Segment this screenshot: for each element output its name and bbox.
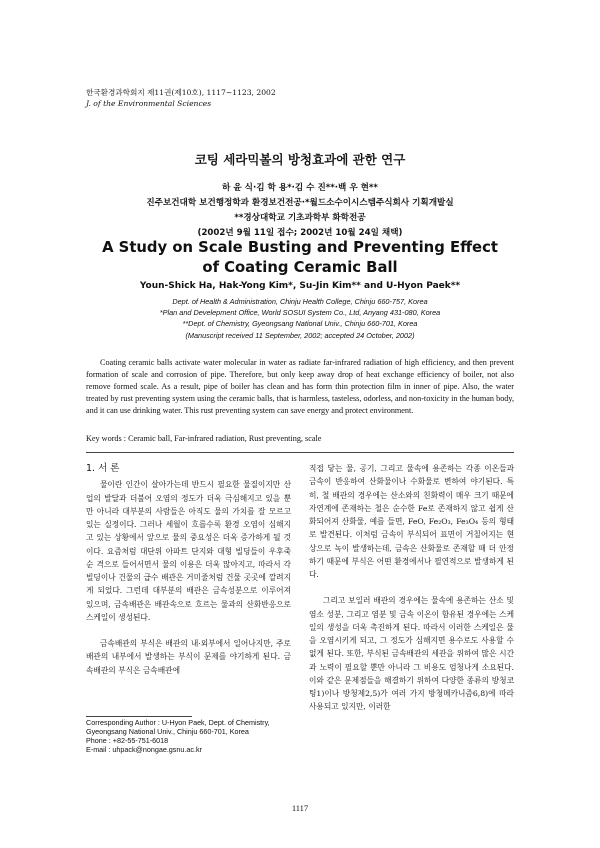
english-title [0, 238, 600, 278]
korean-authors: 하 윤 식·김 학 용*·김 수 진**·백 우 현** [222, 183, 378, 193]
korean-title: 코팅 세라믹볼의 방청효과에 관한 연구 [194, 152, 406, 167]
journal-citation-kr: 한국환경과학회지 제11권(제10호), 1117~1123, 2002 [86, 88, 276, 97]
english-affiliations [0, 296, 600, 341]
paragraph: 금속배관의 부식은 배관의 내·외부에서 일어나지만, 주로 배관의 내부에서 발생하는 부식이 문제를 야기하게 된다. 금속배관의 부식은 금속배관에 [86, 639, 291, 675]
english-affiliation-1: Dept. of Health & Administration, Chinju Health College, Chinju 660-757, Korea [172, 297, 428, 306]
footnote-email: E-mail : uhpack@nongae.gsnu.ac.kr [86, 744, 202, 754]
page-number: 1117 [291, 803, 309, 813]
english-affiliation-3: **Dept. of Chemistry, Gyeongsang National Univ., Chinju 660-701, Korea [182, 319, 418, 329]
footnote-rule [86, 716, 192, 717]
footnote-phone: Phone : +82-55-751-6018 [86, 735, 169, 745]
english-affiliation-2: *Plan and Develepment Office, World SOSUI System Co., Ltd, Anyang 431-080, Korea [159, 308, 441, 318]
body-column-right [309, 462, 514, 714]
english-title-line-2: of Coating Ceramic Ball [202, 259, 398, 276]
section-heading-introduction: 1. 서 론 [86, 463, 120, 474]
english-authors: Youn-Shick Ha, Hak-Yong Kim*, Su-Jin Kim** and U-Hyon Paek** [139, 281, 461, 291]
paragraph: 그리고 보일러 배관의 경우에는 물속에 용존하는 산소 및 염소 성분, 그리고 염분 및 금속 이온이 함유된 경우에는 스케일의 생성을 더욱 촉진하게 된다. 따라서 이러한 스케일은 물을 오염시키게 되고, 그 정도가 심해지면 용수로도 사용할 수 없게 된다. 또한, 부식된 금속배관의 세관을 위하여 많은 시간과 노력이 필요할 뿐만 아니라 그 비용도 엄청나게 소요된다. 이와 같은 문제점들을 해결하기 위하여 다양한 종류의 방청코팅1)이나 방청제2,5)가 여러 가지 방청메카니즘6,8)에 따라 사용되고 있지만, 이러한 [309, 596, 514, 712]
korean-received: (2002년 9월 11일 접수; 2002년 10월 24일 채택) [197, 228, 403, 238]
korean-author-block [0, 181, 600, 241]
english-title-line-1: A Study on Scale Busting and Preventing Effect [102, 239, 498, 256]
english-received: (Manuscript received 11 September, 2002; accepted 24 October, 2002) [185, 330, 415, 340]
section-divider [86, 452, 514, 453]
abstract: Coating ceramic balls activate water molecular in water as radiate far-infrared radiation of high efficiency, and then prevent formation of scale and corrosion of pipe. Therefore, but only keep away drop of heat exchange efficiency of boiler, not also remove formed scale. As a result, pipe of boiler has clean and has form thin protection film in inner of pipe. Also, the water treated by rust preventing system using the ceramic balls, that is harmless, tasteless, odorless, and non-toxicity in the human body, and it can use drinking water. This rust preventing system can save energy and protect environment. [86, 358, 514, 416]
journal-header [86, 87, 276, 109]
keywords: Key words : Ceramic ball, Far-infrared radiation, Rust preventing, scale [86, 434, 322, 443]
footnote-address: Gyeongsang National Univ., Chinju 660-701, Korea [86, 726, 249, 736]
journal-name-en: J. of the Environmental Sciences [86, 99, 212, 108]
korean-affiliation-1: 진주보건대학 보건행정학과 환경보건전공·*월드소수이시스템주식회사 기획개발실 [146, 198, 454, 208]
paragraph: 직접 닿는 물, 공기, 그리고 물속에 용존하는 각종 이온들과 금속이 반응하여 산화물이나 수화물로 변하여 야기된다. 특히, 철 배관의 경우에는 산소와의 친화력이 매우 크기 때문에 자연계에 존재하는 철은 순수한 Fe로 존재하지 않고 쉽게 산화되어져 산화물, 예를 들면, FeO, Fe₂O₃, Fe₃O₄ 등의 형태로 발견된다. 이처럼 금속이 부식되어 표면이 거칠어지는 현상으로 녹이 발생하는데, 금속은 산화물로 존재할 때 더 안정하기 때문에 부식은 어떤 환경에서나 필연적으로 발생하게 된다. [309, 464, 514, 579]
corresponding-author-footnote [86, 719, 296, 755]
footnote-author: Corresponding Author : U-Hyon Paek, Dept. of Chemistry, [86, 718, 270, 727]
paragraph: 물이란 인간이 살아가는데 반드시 필요한 물질이지만 산업의 발달과 더불어 오염의 정도가 더욱 극심해지고 있을 뿐만 아니라 대부분의 사람들은 아직도 물의 가치를 잘 모르고 있는 실정이다. 그러나 세월이 흐를수록 환경 오염이 심해지고 있는 상황에서 앞으로 물의 중요성은 더욱 증가하게 될 것이다. 요즘처럼 대단위 아파트 단지와 대형 빌딩들이 우후죽순 격으로 들어서면서 물의 이용은 더욱 많아지고, 따라서 각 빌딩이나 건물의 급수 배관은 거미줄처럼 건물 곳곳에 깔려지게 되었다. 그런데 대부분의 배관은 금속성분으로 이루어져 있으며, 금속배관은 배관속으로 흐르는 물과의 산화반응으로 스케일이 생성된다. [86, 480, 291, 622]
body-column-left [86, 462, 291, 677]
korean-affiliation-2: **경상대학교 기초과학부 화학전공 [234, 213, 366, 223]
